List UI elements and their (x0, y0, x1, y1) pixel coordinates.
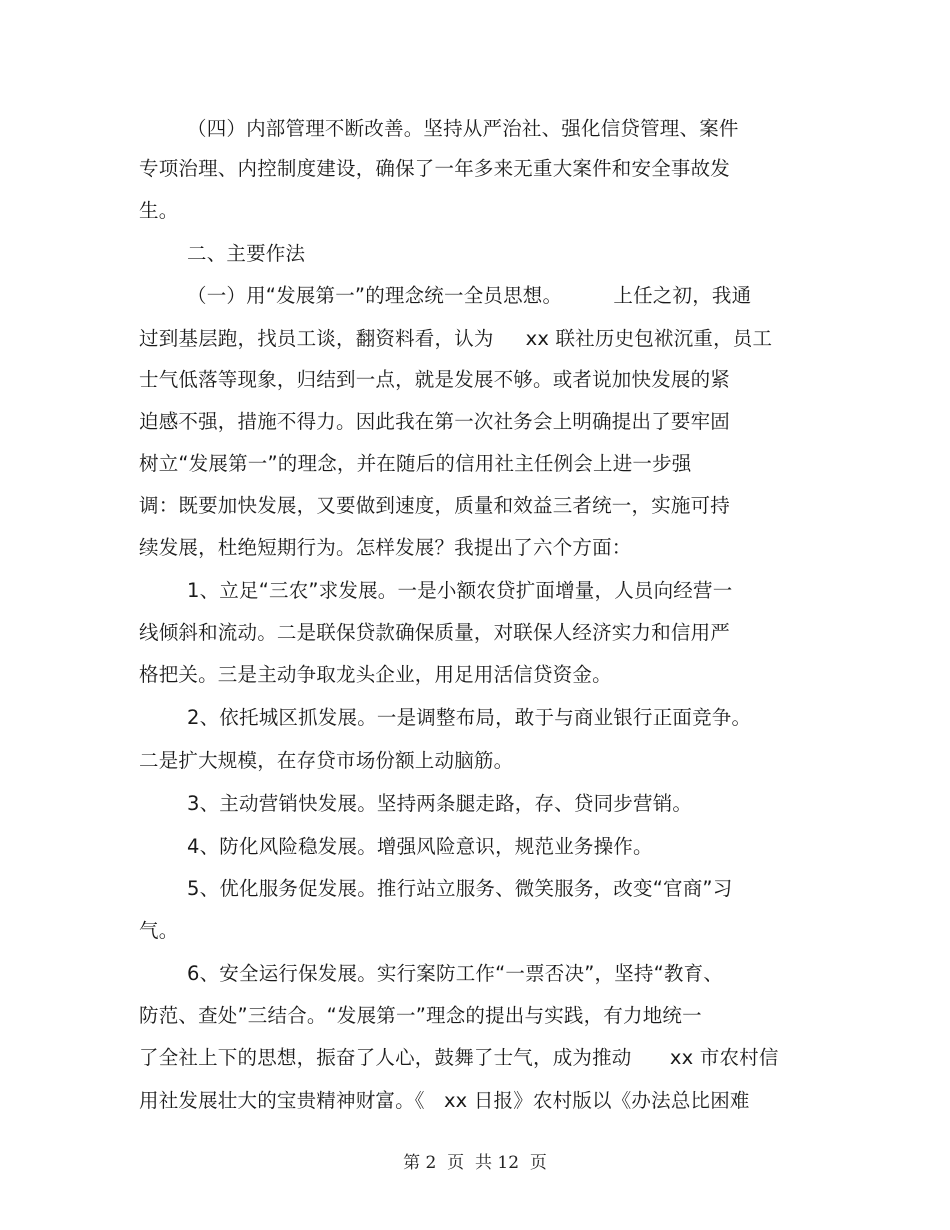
text-line: 过到基层跑，找员工谈，翻资料看，认为 xx 联社历史包袱沉重，员工 (139, 327, 773, 350)
text-line: 3、主动营销快发展。坚持两条腿走路，存、贷同步营销。 (187, 792, 693, 815)
text-line: 防范、查处”三结合。“发展第一”理念的提出与实践，有力地统一 (139, 1004, 702, 1027)
text-line: 续发展，杜绝短期行为。怎样发展？我提出了六个方面： (139, 536, 632, 559)
text-line: 5、优化服务促发展。推行站立服务、微笑服务，改变“官商”习 (187, 877, 733, 900)
text-line: 生。 (139, 199, 179, 222)
text-line: 4、防化风险稳发展。增强风险意识，规范业务操作。 (187, 835, 653, 858)
text-line: 专项治理、内控制度建设，确保了一年多来无重大案件和安全事故发 (139, 157, 731, 180)
text-line: 调：既要加快发展，又要做到速度，质量和效益三者统一，实施可持 (139, 494, 731, 517)
text-line: 了全社上下的思想，振奋了人心，鼓舞了士气，成为推动 xx 市农村信 (139, 1046, 779, 1069)
text-line: 二是扩大规模，在存贷市场份额上动脑筋。 (139, 749, 514, 772)
text-line: 格把关。三是主动争取龙头企业，用足用活信贷资金。 (139, 663, 612, 686)
text-line: 1、立足“三农”求发展。一是小额农贷扩面增量，人员向经营一 (187, 579, 733, 602)
text-line: 2、依托城区抓发展。一是调整布局，敢于与商业银行正面竞争。 (187, 706, 752, 729)
text-line: 6、安全运行保发展。实行案防工作“一票否决”，坚持“教育、 (187, 962, 724, 985)
text-line: （一）用“发展第一”的理念统一全员思想。 上任之初，我通 (187, 284, 752, 307)
section-heading: 二、主要作法 (187, 242, 306, 265)
text-line: 树立“发展第一”的理念，并在随后的信用社主任例会上进一步强 (139, 452, 692, 475)
text-line: 用社发展壮大的宝贵精神财富。《 xx 日报》农村版以《办法总比困难 (139, 1089, 750, 1112)
text-line: 士气低落等现象，归结到一点，就是发展不够。或者说加快发展的紧 (139, 368, 731, 391)
text-line: 气。 (139, 919, 179, 942)
page-number-footer: 第 2 页 共 12 页 (403, 1153, 547, 1173)
text-line: （四）内部管理不断改善。坚持从严治社、强化信贷管理、案件 (187, 117, 739, 140)
text-line: 迫感不强，措施不得力。因此我在第一次社务会上明确提出了要牢固 (139, 410, 731, 433)
text-line: 线倾斜和流动。二是联保贷款确保质量，对联保人经济实力和信用严 (139, 621, 731, 644)
